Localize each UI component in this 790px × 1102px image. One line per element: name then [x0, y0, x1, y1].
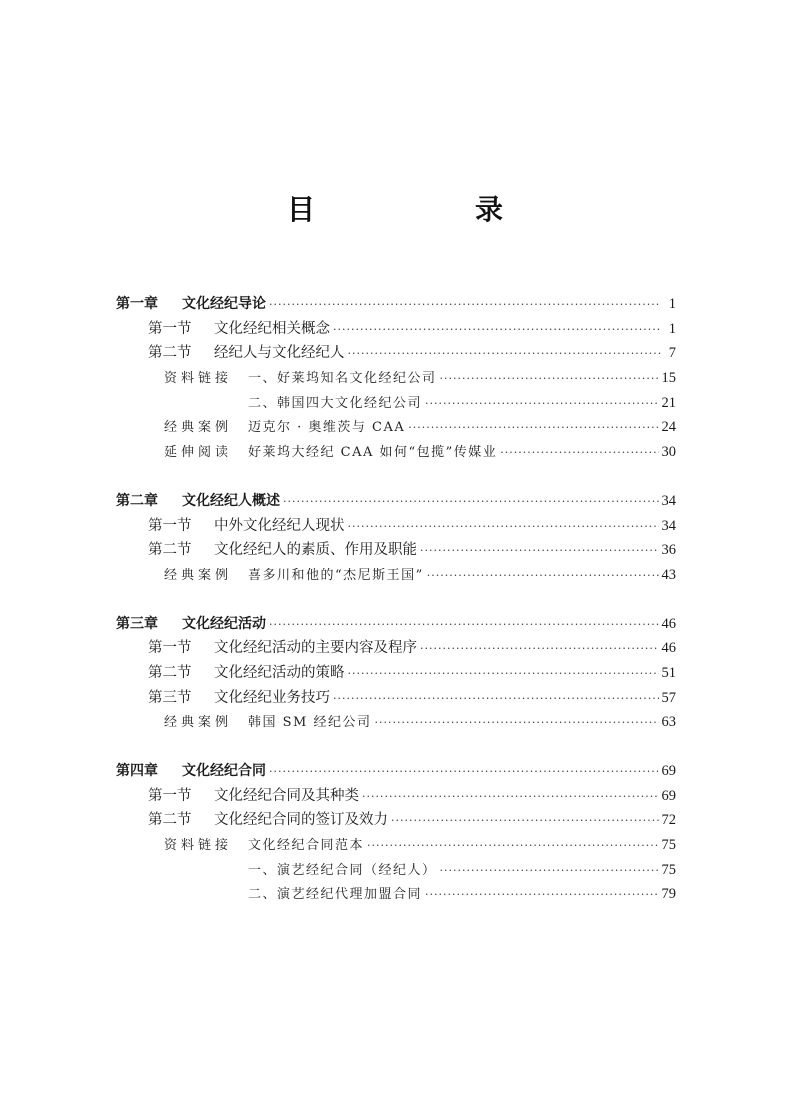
- dot-leader: [408, 416, 658, 441]
- section-entry[interactable]: [116, 514, 676, 539]
- dot-leader: [362, 785, 659, 810]
- chapter-number: 第二章: [116, 492, 158, 509]
- page-number: 7: [668, 345, 676, 362]
- extra-entry[interactable]: [116, 882, 676, 907]
- chapter-title: 文化经纪导论: [182, 296, 266, 312]
- extra-tag: 资料链接: [164, 838, 233, 854]
- section-entry[interactable]: [116, 808, 676, 833]
- section-number: 第二节: [148, 664, 192, 681]
- extra-entry[interactable]: [116, 710, 676, 735]
- dot-leader: [269, 613, 659, 638]
- page-number: 30: [661, 444, 676, 461]
- chapter-title: 文化经纪活动: [182, 615, 266, 632]
- dot-leader: [348, 342, 662, 367]
- extra-title: 喜多川和他的“杰尼斯王国”: [248, 567, 424, 583]
- page-number: 51: [661, 664, 676, 681]
- chapter-number: 第一章: [116, 296, 158, 312]
- dot-leader: [420, 637, 659, 662]
- section-entry[interactable]: [116, 661, 676, 686]
- extra-title: 韩国 SM 经纪公司: [248, 715, 372, 731]
- section-title: 文化经纪活动的策略: [214, 664, 345, 681]
- section-number: 第一节: [148, 640, 192, 657]
- page-number: 36: [661, 542, 676, 559]
- page-number: 69: [661, 787, 676, 804]
- extra-title: 二、演艺经纪代理加盟合同: [248, 887, 423, 903]
- dot-leader: [391, 809, 659, 834]
- dot-leader: [333, 318, 661, 343]
- dot-leader: [440, 859, 659, 884]
- extra-title: 二、韩国四大文化经纪公司: [248, 395, 423, 411]
- chapter-1: [116, 292, 676, 465]
- section-entry[interactable]: [116, 538, 676, 563]
- dot-leader: [374, 711, 658, 736]
- extra-entry[interactable]: [116, 440, 676, 465]
- chapter-heading[interactable]: [116, 612, 676, 637]
- chapter-number: 第三章: [116, 615, 158, 632]
- dot-leader: [348, 662, 659, 687]
- extra-tag: 延伸阅读: [164, 445, 233, 461]
- section-entry[interactable]: [116, 636, 676, 661]
- extra-entry[interactable]: [116, 858, 676, 883]
- page-number: 75: [661, 861, 676, 878]
- page-number: 46: [661, 615, 676, 632]
- page-number: 15: [661, 370, 676, 387]
- extra-tag: 经典案例: [164, 420, 233, 436]
- page-number: 1: [668, 296, 676, 312]
- dot-leader: [367, 834, 658, 859]
- extra-title: 文化经纪合同范本: [248, 838, 365, 854]
- page-number: 69: [661, 763, 676, 779]
- section-number: 第二节: [148, 812, 192, 829]
- dot-leader: [440, 367, 659, 392]
- page-number: 1: [668, 320, 676, 337]
- page-number: 24: [661, 419, 676, 436]
- extra-tag: 资料链接: [164, 371, 233, 387]
- section-number: 第一节: [148, 787, 192, 804]
- dot-leader: [269, 293, 661, 318]
- toc-title: 目 录: [286, 193, 569, 226]
- page-number: 34: [661, 517, 676, 534]
- extra-entry[interactable]: [116, 415, 676, 440]
- chapter-4: [116, 759, 676, 907]
- section-number: 第一节: [148, 320, 192, 337]
- section-entry[interactable]: [116, 784, 676, 809]
- page-number: 21: [661, 394, 676, 411]
- section-entry[interactable]: [116, 317, 676, 342]
- page-number: 34: [661, 492, 676, 509]
- section-title: 中外文化经纪人现状: [214, 517, 345, 534]
- extra-title: 好莱坞大经纪 CAA 如何“包揽”传媒业: [248, 445, 498, 461]
- chapter-heading[interactable]: [116, 759, 676, 784]
- extra-entry[interactable]: [116, 833, 676, 858]
- section-number: 第二节: [148, 345, 192, 362]
- page-number: 79: [661, 886, 676, 903]
- page-number: 57: [661, 689, 676, 706]
- table-of-contents: [116, 292, 676, 931]
- extra-entry[interactable]: [116, 563, 676, 588]
- page-number: 72: [661, 812, 676, 829]
- page-number: 63: [661, 714, 676, 731]
- chapter-title: 文化经纪合同: [182, 763, 266, 779]
- extra-title: 迈克尔 · 奥维茨与 CAA: [248, 420, 406, 436]
- section-number: 第二节: [148, 542, 192, 559]
- section-title: 文化经纪合同的签订及效力: [214, 812, 388, 829]
- dot-leader: [420, 539, 659, 564]
- dot-leader: [333, 687, 659, 712]
- section-number: 第一节: [148, 517, 192, 534]
- section-entry[interactable]: [116, 341, 676, 366]
- dot-leader: [283, 490, 659, 515]
- chapter-title: 文化经纪人概述: [182, 492, 280, 509]
- dot-leader: [500, 441, 658, 466]
- chapter-number: 第四章: [116, 763, 158, 779]
- page-number: 75: [661, 837, 676, 854]
- chapter-2: [116, 489, 676, 588]
- extra-entry[interactable]: [116, 391, 676, 416]
- section-title: 经纪人与文化经纪人: [214, 345, 345, 362]
- page-number: 46: [661, 640, 676, 657]
- section-title: 文化经纪业务技巧: [214, 689, 330, 706]
- dot-leader: [269, 760, 659, 785]
- extra-title: 一、演艺经纪合同（经纪人）: [248, 862, 437, 878]
- extra-tag: 经典案例: [164, 715, 233, 731]
- chapter-heading[interactable]: [116, 292, 676, 317]
- chapter-3: [116, 612, 676, 735]
- extra-entry[interactable]: [116, 366, 676, 391]
- dot-leader: [425, 392, 658, 417]
- section-number: 第三节: [148, 689, 192, 706]
- extra-tag: 经典案例: [164, 567, 233, 583]
- chapter-heading[interactable]: [116, 489, 676, 514]
- dot-leader: [425, 883, 658, 908]
- section-title: 文化经纪人的素质、作用及职能: [214, 542, 417, 559]
- section-title: 文化经纪合同及其种类: [214, 787, 359, 804]
- section-title: 文化经纪相关概念: [214, 320, 330, 337]
- extra-title: 一、好莱坞知名文化经纪公司: [248, 371, 437, 387]
- section-title: 文化经纪活动的主要内容及程序: [214, 640, 417, 657]
- dot-leader: [348, 515, 659, 540]
- section-entry[interactable]: [116, 686, 676, 711]
- page-number: 43: [661, 566, 676, 583]
- dot-leader: [427, 564, 659, 589]
